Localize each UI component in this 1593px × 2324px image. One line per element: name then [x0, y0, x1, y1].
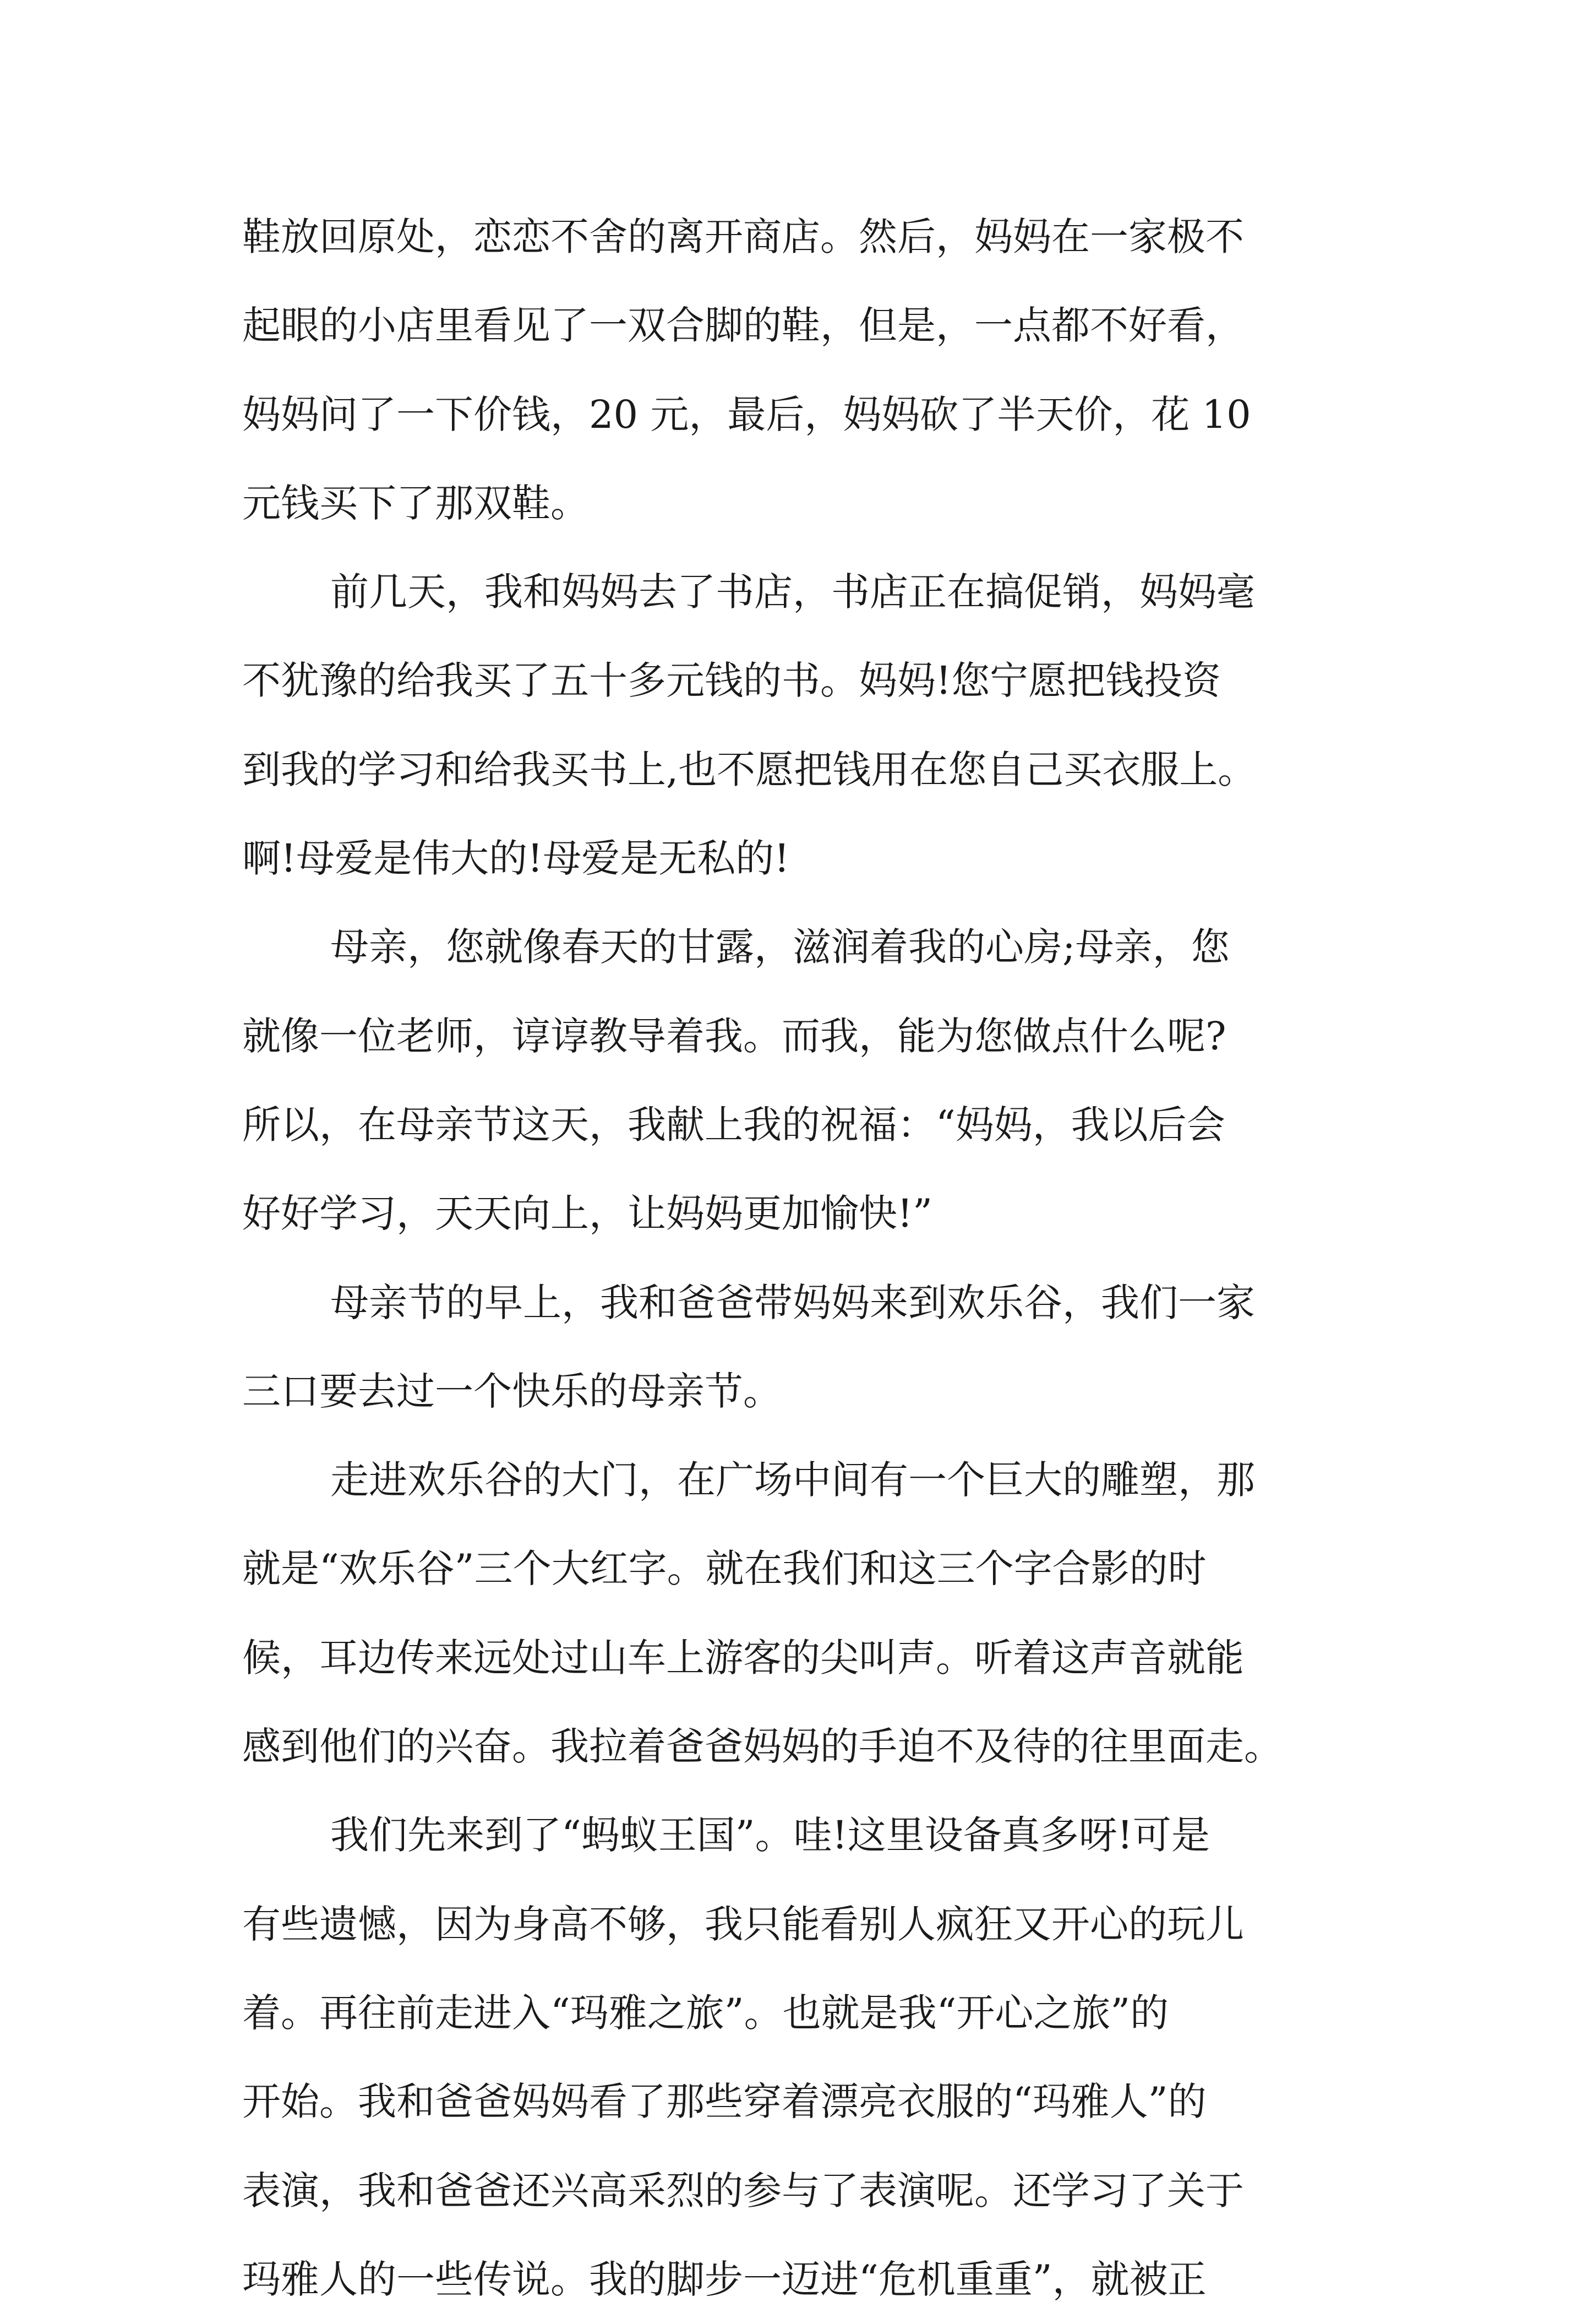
text-line: 就像一位老师，谆谆教导着我。而我，能为您做点什么呢?	[242, 1013, 1226, 1059]
text-line: 鞋放回原处，恋恋不舍的离开商店。然后，妈妈在一家极不	[242, 214, 1244, 259]
text-line: 走进欢乐谷的大门，在广场中间有一个巨大的雕塑，那	[330, 1457, 1255, 1503]
text-line: 好好学习，天天向上，让妈妈更加愉快!”	[242, 1191, 932, 1237]
text-line: 我们先来到了“蚂蚁王国”。哇!这里设备真多呀!可是	[330, 1813, 1210, 1858]
paragraph	[242, 193, 1360, 548]
text-line: 开始。我和爸爸妈妈看了那些穿着漂亮衣服的“玛雅人”的	[242, 2079, 1207, 2125]
text-line: 元钱买下了那双鞋。	[242, 480, 589, 526]
paragraph	[242, 1259, 1360, 1436]
text-line: 所以，在母亲节这天，我献上我的祝福：“妈妈，我以后会	[242, 1102, 1225, 1147]
paragraph	[242, 903, 1360, 1258]
text-line: 有些遗憾，因为身高不够，我只能看别人疯狂又开心的玩儿	[242, 1901, 1244, 1947]
document-body	[242, 193, 1360, 2324]
text-line: 起眼的小店里看见了一双合脚的鞋，但是，一点都不好看，	[242, 303, 1244, 349]
text-line: 妈妈问了一下价钱，20 元，最后，妈妈砍了半天价，花 10	[242, 391, 1251, 437]
text-line: 玛雅人的一些传说。我的脚步一迈进“危机重重”，就被正	[242, 2256, 1207, 2302]
text-line: 三口要去过一个快乐的母亲节。	[242, 1368, 782, 1414]
text-line: 母亲，您就像春天的甘露，滋润着我的心房;母亲，您	[330, 924, 1230, 970]
paragraph	[242, 1436, 1360, 1791]
text-line: 前几天，我和妈妈去了书店，书店正在搞促销，妈妈毫	[330, 569, 1255, 615]
text-line: 感到他们的兴奋。我拉着爸爸妈妈的手迫不及待的往里面走。	[242, 1724, 1283, 1770]
text-line: 啊!母爱是伟大的!母爱是无私的!	[242, 836, 790, 881]
text-line: 表演，我和爸爸还兴高采烈的参与了表演呢。还学习了关于	[242, 2168, 1244, 2213]
paragraph	[242, 548, 1360, 903]
text-line: 着。再往前走进入“玛雅之旅”。也就是我“开心之旅”的	[242, 1990, 1169, 2035]
text-line: 不犹豫的给我买了五十多元钱的书。妈妈!您宁愿把钱投资	[242, 658, 1221, 704]
paragraph	[242, 1791, 1360, 2324]
text-line: 候，耳边传来远处过山车上游客的尖叫声。听着这声音就能	[242, 1635, 1244, 1680]
text-line: 到我的学习和给我买书上,也不愿把钱用在您自己买衣服上。	[242, 747, 1257, 792]
text-line: 母亲节的早上，我和爸爸带妈妈来到欢乐谷，我们一家	[330, 1280, 1255, 1325]
text-line: 就是“欢乐谷”三个大红字。就在我们和这三个字合影的时	[242, 1546, 1207, 1592]
